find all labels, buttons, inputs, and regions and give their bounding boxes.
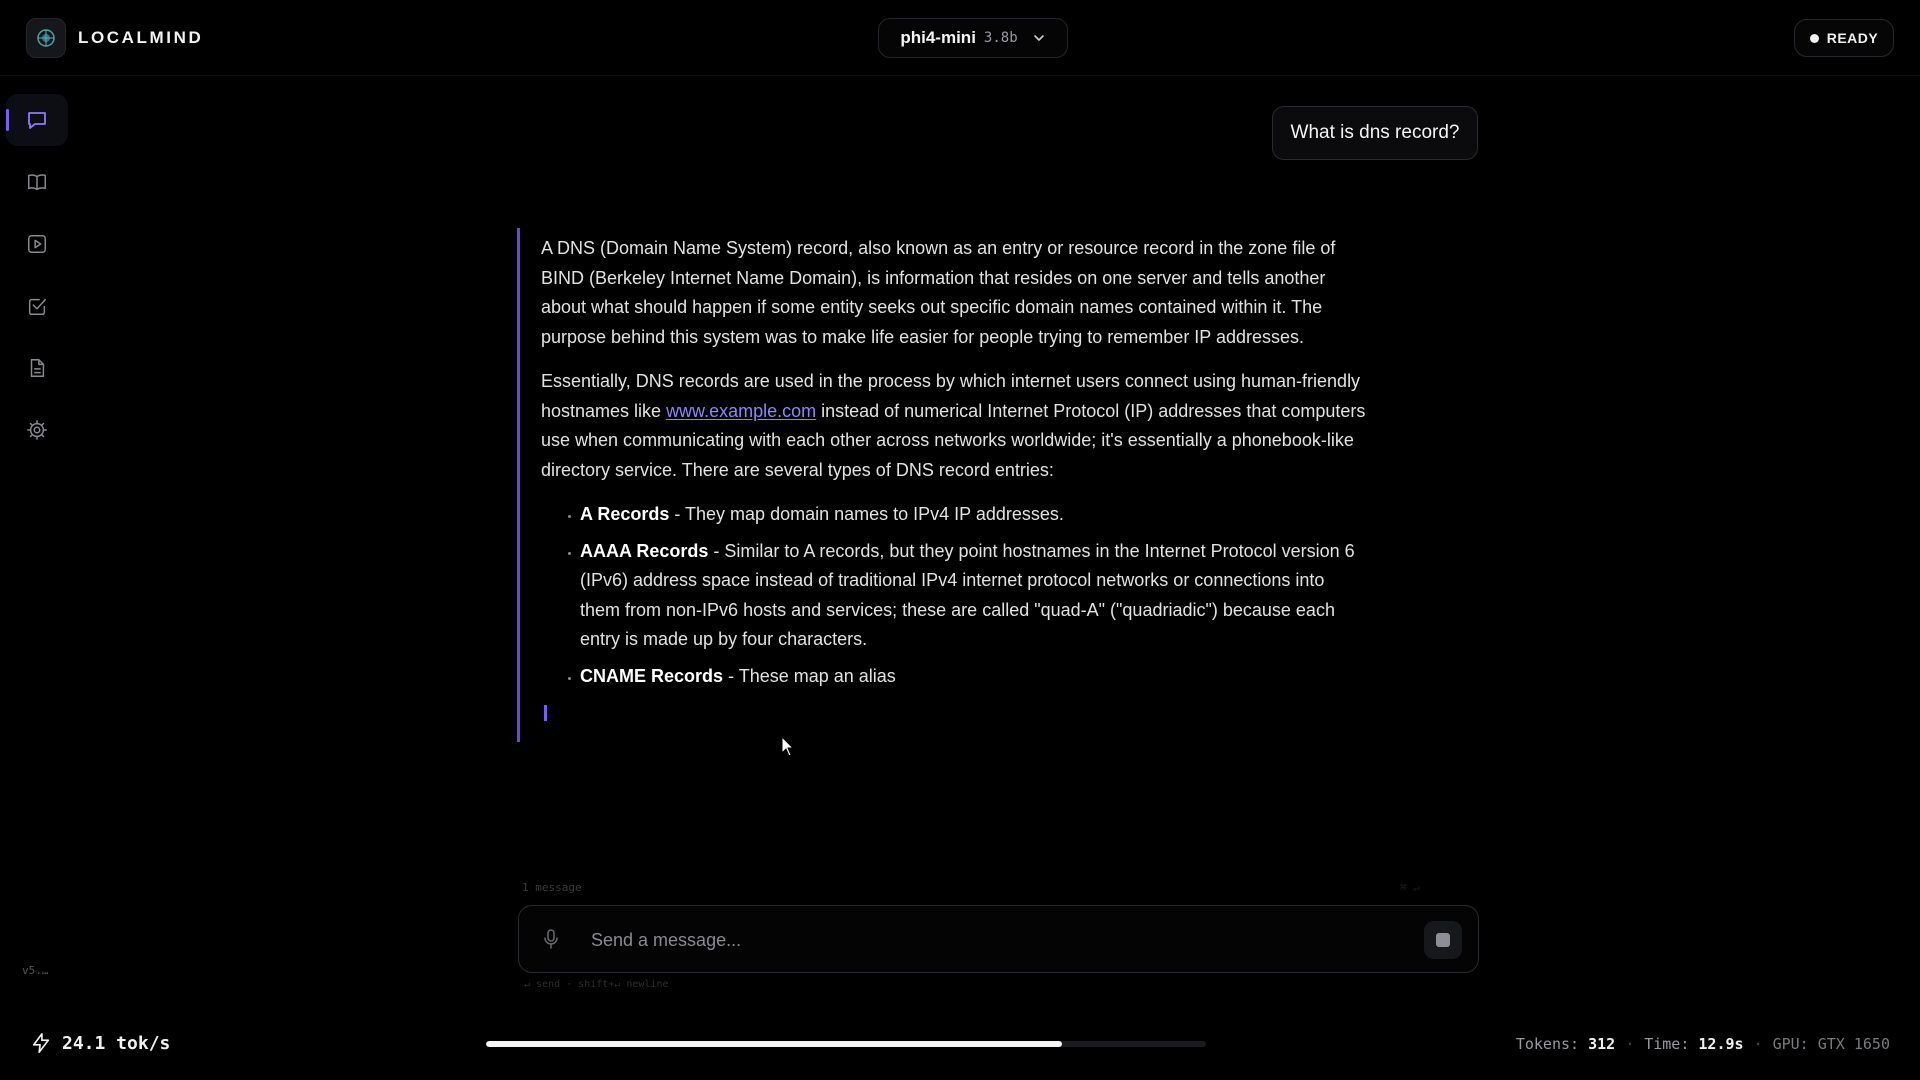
mouse-cursor-icon — [781, 736, 795, 758]
lightning-icon — [30, 1032, 52, 1054]
video-icon — [26, 233, 48, 255]
model-selector[interactable] — [878, 18, 1068, 58]
assistant-paragraph-1: A DNS (Domain Name System) record, also known as an entry or resource record in the zone file of BIND (Berkeley Internet Name Domain), is information that resides on one server and tells another about what should happen if some entity seeks out specific domain names contained within it. The purpose behind this system was to make life easier for people trying to remember IP addresses. — [541, 238, 1336, 347]
model-name: phi4-mini — [900, 28, 976, 47]
microphone-icon[interactable] — [541, 928, 561, 950]
model-size: 3.8b — [983, 30, 1018, 46]
status-dot-icon — [1810, 34, 1819, 43]
composer-hint: ↵ send · shift+↵ newline — [524, 979, 669, 990]
generation-progress-bar — [486, 1041, 1206, 1047]
message-count: 1 message — [522, 881, 582, 894]
generation-stats: Tokens: 312 · Time: 12.9s · GPU: GTX 1650 — [1515, 1035, 1890, 1053]
stop-icon — [1436, 933, 1450, 947]
streaming-caret — [544, 705, 547, 721]
tokens-per-second: 24.1 tok/s — [62, 1032, 171, 1054]
chevron-down-icon — [1032, 31, 1046, 45]
time-label: Time: — [1644, 1035, 1690, 1053]
chat-icon — [25, 108, 49, 132]
assistant-paragraph-2: Essentially, DNS records are used in the process by which internet users connect using human-friendly hostnames like www.example.com instead of numerical Internet Protocol (IP) addresses that computers use when communicating with each other across networks worldwide; it's essentially a phonebook-like directory service. There are several types of DNS record entries: — [541, 371, 1366, 480]
record-types-list — [541, 500, 1367, 691]
list-item: CNAME Records - These map an alias — [580, 662, 1367, 692]
brain-logo-icon — [26, 18, 66, 58]
brand — [26, 18, 203, 58]
composer-shortcut-hint: ⌘ ↵ — [1400, 881, 1420, 894]
app-version: v5.… — [22, 964, 49, 977]
sidebar-item-tasks[interactable] — [6, 280, 68, 332]
gpu-info: GPU: GTX 1650 — [1772, 1035, 1890, 1053]
speed-indicator — [30, 1032, 170, 1054]
message-input[interactable] — [591, 920, 1411, 960]
top-bar — [0, 0, 1920, 76]
tokens-label: Tokens: — [1515, 1035, 1580, 1053]
status-badge — [1794, 19, 1894, 57]
checkbox-icon — [26, 295, 48, 317]
list-item: AAAA Records - Similar to A records, but they point hostnames in the Internet Protocol version 6 (IPv6) address space instead of traditional IPv4 internet protocol networks or connections into them from non-IPv6 hosts and services; these are called "quad-A" ("quadriadic") because each entry is made up by four characters. — [580, 537, 1367, 655]
example-link[interactable]: www.example.com — [666, 400, 817, 421]
sidebar-item-documents[interactable] — [6, 342, 68, 394]
sidebar-item-settings[interactable] — [6, 404, 68, 456]
status-text: READY — [1826, 30, 1879, 46]
user-message-text: What is dns record? — [1290, 122, 1460, 143]
stop-generation-button[interactable] — [1424, 921, 1462, 959]
book-icon — [26, 171, 48, 193]
composer — [518, 905, 1479, 973]
sidebar-item-chat[interactable] — [6, 94, 68, 146]
sidebar-item-library[interactable] — [6, 156, 68, 208]
document-icon — [26, 357, 48, 379]
time-value: 12.9s — [1698, 1035, 1744, 1053]
app-name: LOCALMIND — [78, 28, 204, 47]
gear-icon — [26, 419, 48, 441]
sidebar-item-media[interactable] — [6, 218, 68, 270]
generation-progress-fill — [486, 1041, 1062, 1047]
list-item: A Records - They map domain names to IPv4 IP addresses. — [580, 500, 1367, 530]
user-message-bubble — [1272, 106, 1478, 160]
assistant-message — [517, 228, 1367, 742]
tokens-value: 312 — [1588, 1035, 1616, 1053]
